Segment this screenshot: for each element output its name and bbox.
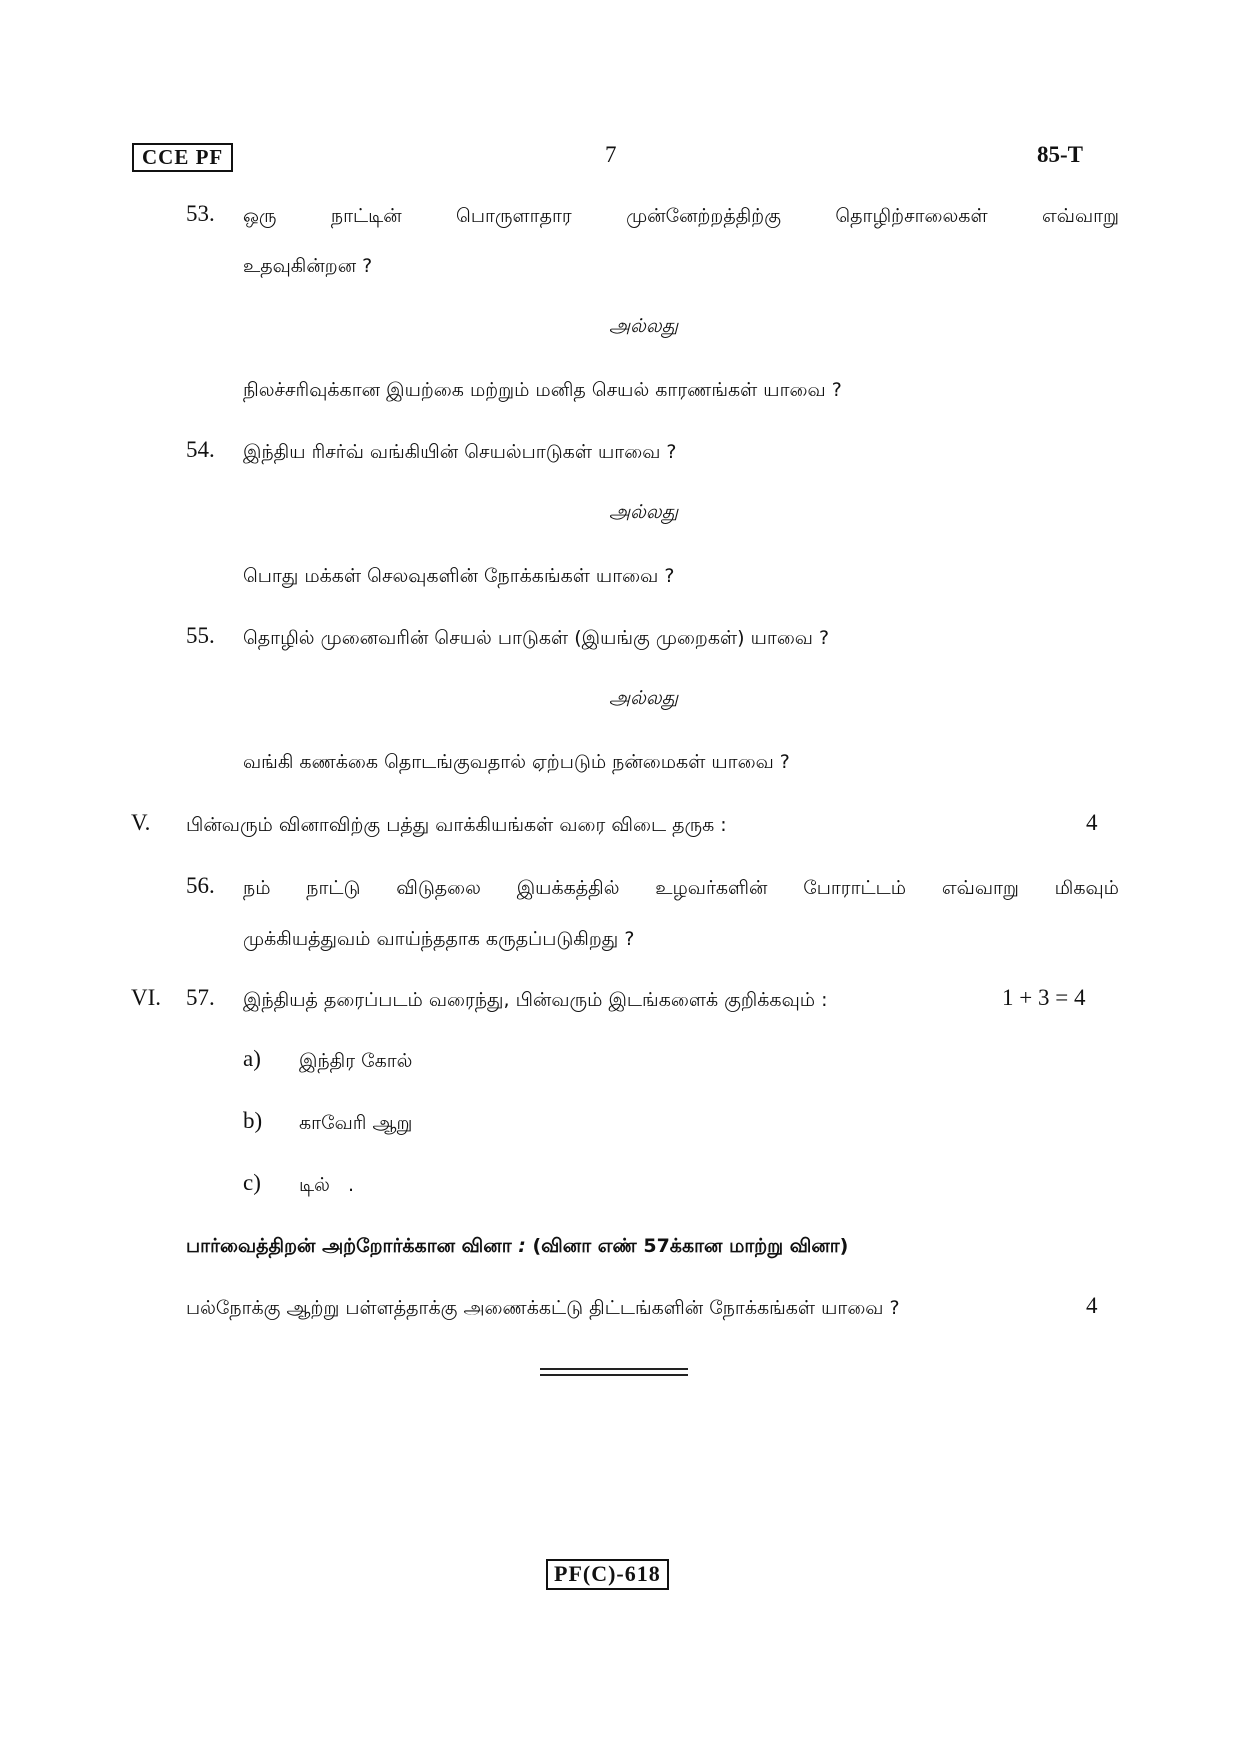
question-number-56: 56. [186,873,215,898]
section-v-marks: 4 [1086,810,1098,835]
question-55-alternative: வங்கி கணக்கை தொடங்குவதால் ஏற்படும் நன்மைகள் யாவை ? [243,751,790,773]
item-b-text: காவேரி ஆறு [299,1112,413,1134]
item-c-text: டில் . [299,1174,355,1196]
item-a-text: இந்திர கோல் [299,1050,413,1072]
question-55-text: தொழில் முனைவரின் செயல் பாடுகள் (இயங்கு முறைகள்) யாவை ? [243,627,830,649]
question-53-line2: உதவுகின்றன ? [243,255,373,277]
visually-impaired-heading-note: (வினா எண் 57க்கான மாற்று வினா) [532,1235,849,1257]
question-56-line2: முக்கியத்துவம் வாய்ந்ததாக கருதப்படுகிறது ? [243,928,635,950]
section-v-numeral: V. [131,810,151,835]
question-number-55: 55. [186,623,215,648]
question-56-line1 [243,875,1119,901]
header-box-cce-pf: CCE PF [132,143,233,172]
question-53-alternative: நிலச்சரிவுக்கான இயற்கை மற்றும் மனித செயல் காரணங்கள் யாவை ? [243,379,842,401]
question-53-line1 [243,203,1119,229]
or-label-54: அல்லது [609,501,679,523]
question-number-57: 57. [186,985,215,1010]
question-53-word: தொழிற்சாலைகள் [835,205,988,227]
visually-impaired-marks: 4 [1086,1293,1098,1318]
section-vi-numeral: VI. [131,985,162,1010]
item-b-label: b) [243,1108,263,1133]
question-53-word: பொருளாதார [456,205,572,227]
end-rule-bottom [540,1374,688,1376]
question-56-word: நாட்டு [306,877,361,899]
question-56-word: போராட்டம் [803,877,907,899]
question-57-text: இந்தியத் தரைப்படம் வரைந்து, பின்வரும் இடங்களைக் குறிக்கவும் : [243,989,828,1011]
visually-impaired-heading [186,1233,848,1259]
visually-impaired-question: பல்நோக்கு ஆற்று பள்ளத்தாக்கு அணைக்கட்டு திட்டங்களின் நோக்கங்கள் யாவை ? [186,1297,900,1319]
paper-code: 85-T [1037,142,1083,167]
question-56-word: இயக்கத்தில் [516,877,620,899]
question-53-word: நாட்டின் [330,205,402,227]
or-label-53: அல்லது [609,315,679,337]
question-53-word: எவ்வாறு [1041,205,1119,227]
question-56-word: நம் [243,877,271,899]
question-53-word: ஒரு [243,205,277,227]
footer-code-box: PF(C)-618 [546,1559,669,1590]
question-56-word: விடுதலை [396,877,481,899]
question-56-word: உழவர்களின் [655,877,768,899]
item-c-label: c) [243,1170,261,1195]
section-v-instruction: பின்வரும் வினாவிற்கு பத்து வாக்கியங்கள் வரை விடை தருக : [186,814,727,836]
visually-impaired-heading-title: பார்வைத்திறன் அற்றோர்க்கான வினா [186,1235,512,1257]
question-56-word: எவ்வாறு [941,877,1019,899]
question-57-marks: 1 + 3 = 4 [1002,985,1086,1010]
question-54-alternative: பொது மக்கள் செலவுகளின் நோக்கங்கள் யாவை ? [243,565,675,587]
question-number-54: 54. [186,437,215,462]
question-56-word: மிகவும் [1054,877,1119,899]
question-54-text: இந்திய ரிசர்வ் வங்கியின் செயல்பாடுகள் யாவை ? [243,441,677,463]
item-a-label: a) [243,1046,261,1071]
question-number-53: 53. [186,201,215,226]
page-number: 7 [605,142,617,167]
visually-impaired-heading-colon: : [511,1235,533,1257]
end-rule-top [540,1368,688,1370]
question-53-word: முன்னேற்றத்திற்கு [626,205,782,227]
or-label-55: அல்லது [609,687,679,709]
